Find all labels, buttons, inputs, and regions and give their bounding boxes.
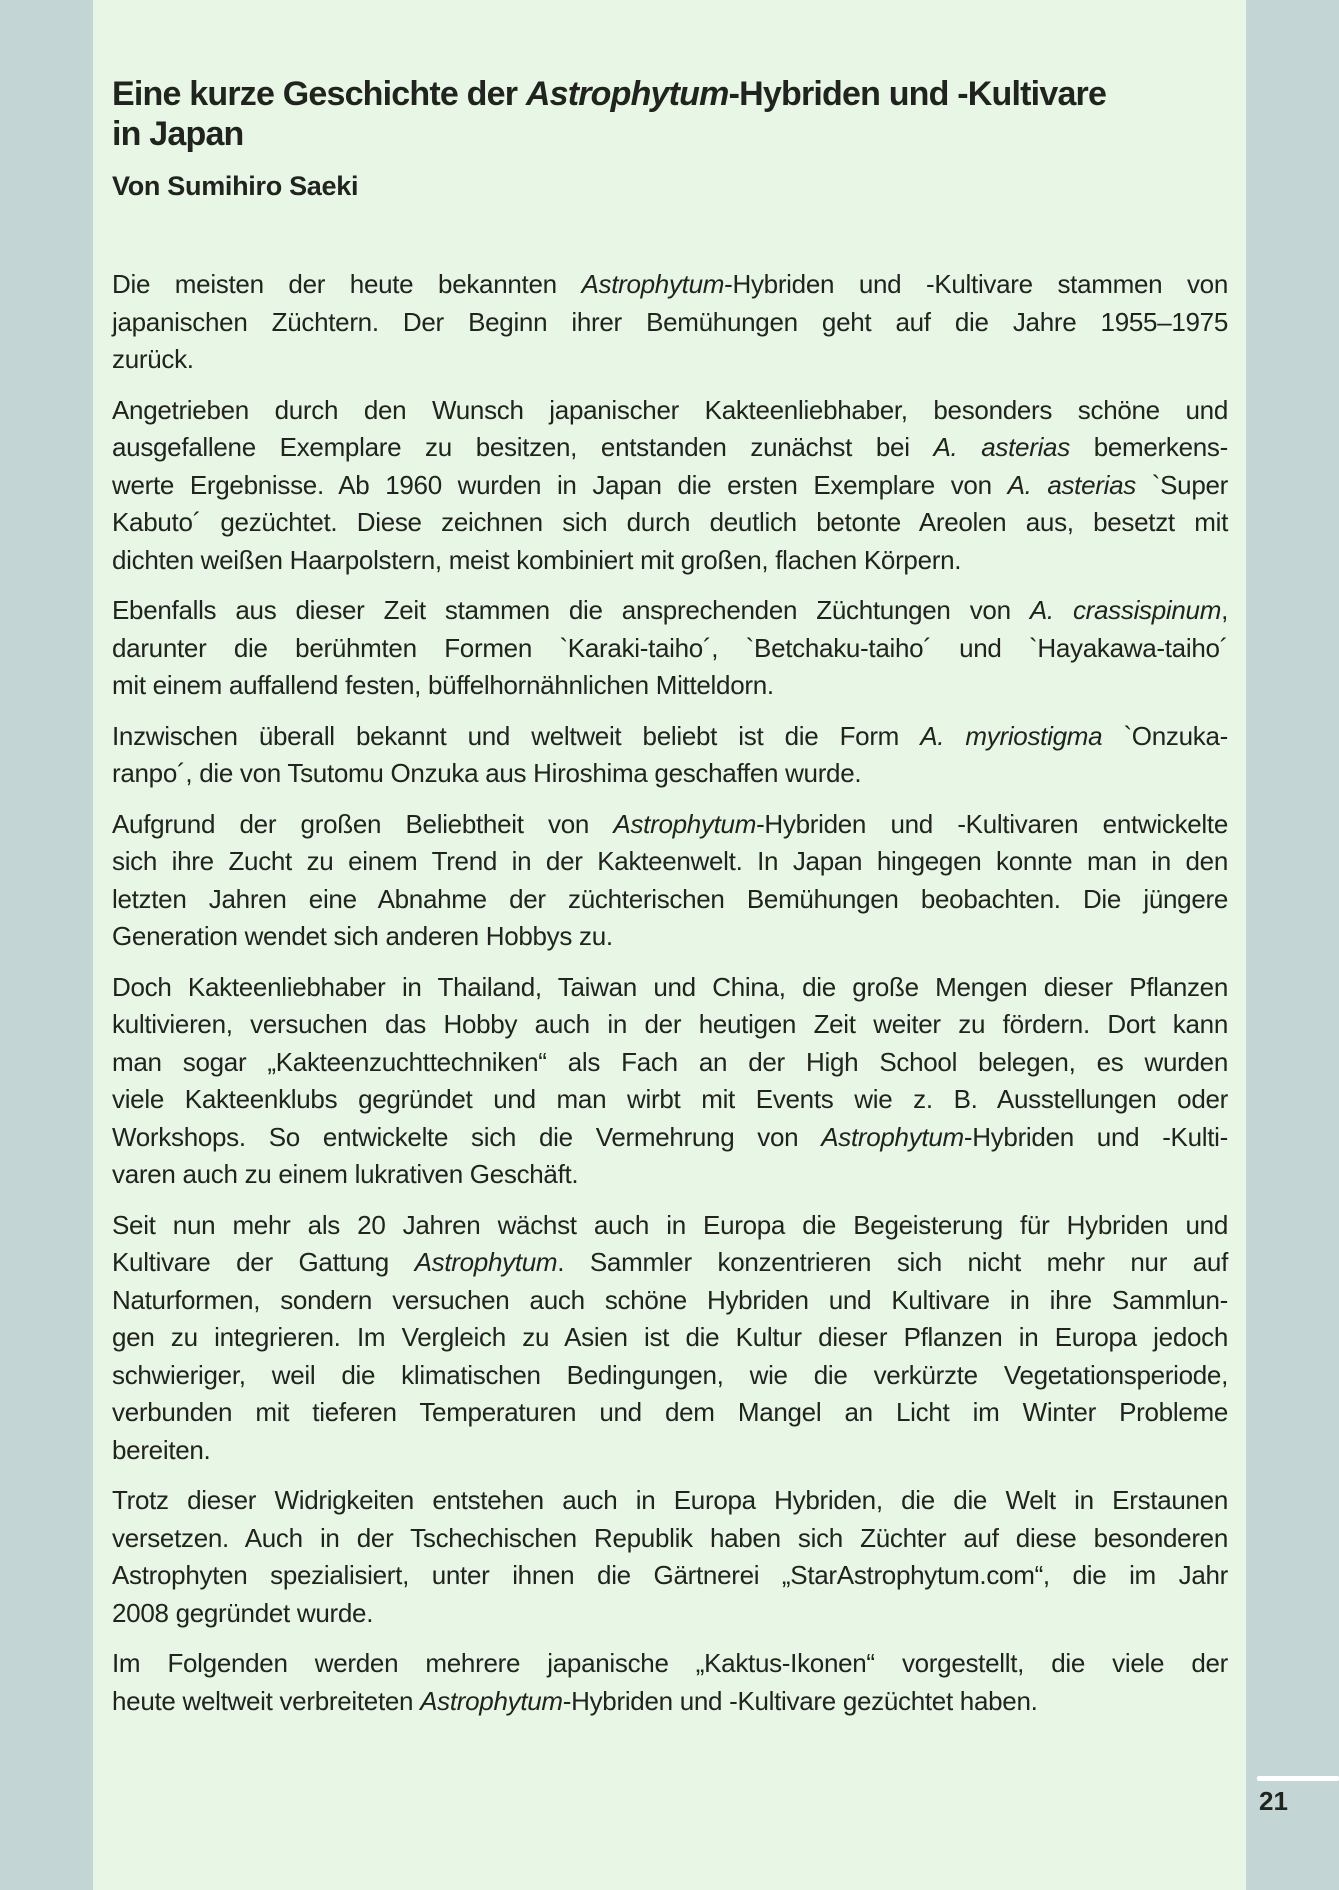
title-line — [112, 114, 1228, 154]
text-run: sich ihre Zucht zu einem Trend in der Kakteenwelt. In Japan hingegen konnte man in den — [112, 846, 1228, 876]
text-run: -Hybriden und -Kultivare stammen von — [724, 269, 1229, 299]
body-line — [112, 1207, 1228, 1245]
text-run: Workshops. So entwickelte sich die Vermehrung von — [112, 1121, 822, 1152]
text-run: `Super — [1135, 469, 1229, 500]
body-line — [112, 1683, 1228, 1721]
text-run: Generation wendet sich anderen Hobbys zu. — [112, 921, 613, 951]
italic-text-run: Astrophytum — [420, 1685, 563, 1716]
body-line — [112, 718, 1228, 756]
body-line — [112, 1156, 1228, 1194]
body-line — [112, 1081, 1228, 1119]
paragraph — [112, 1482, 1228, 1632]
body-line — [112, 630, 1228, 668]
paragraph — [112, 392, 1228, 580]
text-run: mit einem auffallend festen, büffelhornähnlichen Mitteldorn. — [112, 670, 774, 700]
body-line — [112, 1520, 1228, 1558]
text-run: man sogar „Kakteenzuchttechniken“ als Fach an der High School belegen, es wurden — [112, 1046, 1228, 1077]
text-run: Trotz dieser Widrigkeiten entstehen auch in Europa Hybriden, die die Welt in Erstaunen — [112, 1485, 1228, 1515]
byline: Von Sumihiro Saeki — [112, 171, 359, 201]
text-run: Angetrieben durch den Wunsch japanischer Kakteenliebhaber, besonders schöne und — [112, 394, 1228, 425]
body-line — [112, 341, 1228, 379]
italic-text-run: Astrophytum — [581, 269, 725, 299]
italic-text-run: A. asterias — [1007, 469, 1136, 500]
body-line — [112, 1595, 1228, 1633]
text-run: Naturformen, sondern versuchen auch schöne Hybriden und Kultivare in ihre Sammlun- — [112, 1284, 1228, 1315]
italic-text-run: Astrophytum — [613, 808, 757, 839]
text-run: Inzwischen überall bekannt und weltweit beliebt ist die Form — [112, 720, 921, 751]
body-line — [112, 1482, 1228, 1520]
text-run: japanischen Züchtern. Der Beginn ihrer Bemühungen geht auf die Jahre 1955–1975 — [112, 306, 1228, 337]
body-line — [112, 1645, 1228, 1683]
body-line — [112, 392, 1228, 430]
text-run: -Hybriden und -Kultivaren entwickelte — [756, 808, 1228, 839]
text-run: Ebenfalls aus dieser Zeit stammen die ansprechenden Züchtungen von — [112, 595, 1030, 625]
body-line — [112, 542, 1228, 580]
paragraph — [112, 1207, 1228, 1470]
body-line — [112, 1282, 1228, 1320]
paragraph — [112, 592, 1228, 705]
body-line — [112, 1119, 1228, 1157]
text-run: 2008 gegründet wurde. — [112, 1597, 374, 1628]
body-line — [112, 1319, 1228, 1357]
text-run: dichten weißen Haarpolstern, meist kombiniert mit großen, flachen Körpern. — [112, 544, 962, 575]
text-run: zurück. — [112, 344, 194, 374]
text-run: varen auch zu einem lukrativen Geschäft. — [112, 1159, 579, 1189]
body-line — [112, 881, 1228, 919]
text-run: Seit nun mehr als 20 Jahren wächst auch in Europa die Begeisterung für Hybriden und — [112, 1209, 1228, 1240]
page-number-rule — [1257, 1776, 1339, 1781]
text-run: -Hybriden und -Kultivare — [728, 75, 1107, 113]
text-run: schwieriger, weil die klimatischen Bedingungen, wie die verkürzte Vegetationsperiode, — [112, 1359, 1228, 1390]
article-body — [112, 266, 1228, 1720]
text-run: darunter die berühmten Formen `Karaki-taiho´, `Betchaku-taiho´ und `Hayakawa-taiho´ — [112, 632, 1228, 663]
italic-text-run: Astrophytum — [414, 1247, 558, 1277]
body-line — [112, 806, 1228, 844]
text-run: werte Ergebnisse. Ab 1960 wurden in Japan die ersten Exemplare von — [112, 469, 1008, 500]
article-title — [112, 74, 1228, 154]
text-run: ranpo´, die von Tsutomu Onzuka aus Hiroshima geschaffen wurde. — [112, 758, 862, 788]
text-run: versetzen. Auch in der Tschechischen Republik haben sich Züchter auf diese besonderen — [112, 1522, 1228, 1553]
text-run: in Japan — [112, 115, 244, 153]
italic-text-run: Astrophytum — [525, 75, 729, 113]
title-line — [112, 74, 1228, 114]
paragraph — [112, 266, 1228, 379]
text-run: Aufgrund der großen Beliebtheit von — [112, 808, 614, 839]
text-run: Doch Kakteenliebhaber in Thailand, Taiwan und China, die große Mengen dieser Pflanzen — [112, 971, 1228, 1002]
body-line — [112, 755, 1228, 793]
text-run: bereiten. — [112, 1434, 211, 1465]
italic-text-run: A. crassispinum — [1029, 595, 1222, 625]
body-line — [112, 843, 1228, 881]
text-run: Kabuto´ gezüchtet. Diese zeichnen sich durch deutlich betonte Areolen aus, besetzt mit — [112, 507, 1228, 537]
body-line — [112, 1394, 1228, 1432]
text-run: viele Kakteenklubs gegründet und man wirbt mit Events wie z. B. Ausstellungen oder — [112, 1084, 1228, 1114]
body-line — [112, 592, 1228, 630]
italic-text-run: A. asterias — [933, 432, 1070, 462]
text-run: ausgefallene Exemplare zu besitzen, entstanden zunächst bei — [112, 432, 934, 462]
body-line — [112, 1557, 1228, 1595]
body-line — [112, 504, 1228, 542]
text-run: letzten Jahren eine Abnahme der züchterischen Bemühungen beobachten. Die jüngere — [112, 883, 1228, 914]
body-line — [112, 266, 1228, 304]
text-run: kultivieren, versuchen das Hobby auch in der heutigen Zeit weiter zu fördern. Dort kann — [112, 1009, 1228, 1039]
text-run: heute weltweit verbreiteten — [112, 1685, 421, 1716]
body-line — [112, 969, 1228, 1007]
text-run: . Sammler konzentrieren sich nicht mehr nur auf — [557, 1247, 1228, 1277]
body-line — [112, 1432, 1228, 1470]
text-run: Im Folgenden werden mehrere japanische „Kaktus-Ikonen“ vorgestellt, die viele der — [112, 1648, 1228, 1678]
text-run: Astrophyten spezialisiert, unter ihnen die Gärtnerei „StarAstrophytum.com“, die im Jahr — [112, 1560, 1228, 1590]
text-run: verbunden mit tieferen Temperaturen und dem Mangel an Licht im Winter Probleme — [112, 1397, 1228, 1427]
body-line — [112, 1357, 1228, 1395]
italic-text-run: A. myriostigma — [920, 720, 1103, 751]
paragraph — [112, 1645, 1228, 1720]
text-run: Die meisten der heute bekannten — [112, 269, 582, 299]
paragraph — [112, 718, 1228, 793]
body-line — [112, 918, 1228, 956]
body-line — [112, 1244, 1228, 1282]
paragraph — [112, 806, 1228, 956]
italic-text-run: Astrophytum — [821, 1121, 964, 1152]
text-run: gen zu integrieren. Im Vergleich zu Asien ist die Kultur dieser Pflanzen in Europa jedoch — [112, 1322, 1228, 1352]
body-line — [112, 1044, 1228, 1082]
text-run: Eine kurze Geschichte der — [112, 75, 526, 113]
text-run: bemerkens- — [1069, 432, 1228, 462]
page-number: 21 — [1259, 1786, 1288, 1816]
text-run: Kultivare der Gattung — [112, 1247, 415, 1277]
text-run: -Hybriden und -Kulti- — [963, 1121, 1228, 1152]
text-run: , — [1221, 595, 1228, 625]
body-line — [112, 1006, 1228, 1044]
body-line — [112, 304, 1228, 342]
paragraph — [112, 969, 1228, 1194]
body-line — [112, 667, 1228, 705]
body-line — [112, 429, 1228, 467]
text-run: `Onzuka- — [1102, 720, 1228, 751]
body-line — [112, 467, 1228, 505]
text-run: -Hybriden und -Kultivare gezüchtet haben. — [562, 1685, 1038, 1716]
